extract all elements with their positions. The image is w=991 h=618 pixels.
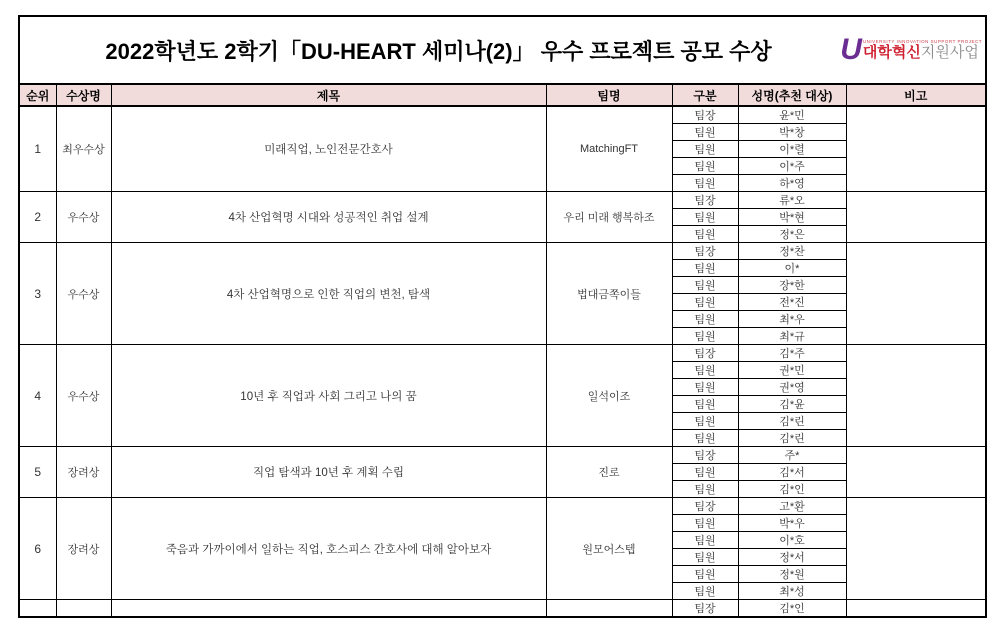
- rank-cell: 2: [19, 192, 56, 243]
- member-name-cell: 김*인: [738, 481, 846, 498]
- member-role-cell: 팀원: [672, 175, 738, 192]
- rank-cell: 5: [19, 447, 56, 498]
- member-name-cell: 류*오: [738, 192, 846, 209]
- member-name-cell: 이*호: [738, 532, 846, 549]
- logo-tagline: UNIVERSITY INNOVATION SUPPORT PROJECT: [862, 38, 983, 44]
- member-role-cell: 팀장: [672, 345, 738, 362]
- project-title-cell: [111, 600, 546, 618]
- member-name-cell: 박*현: [738, 209, 846, 226]
- team-name-cell: 법대금쪽이들: [546, 243, 672, 345]
- note-cell: [846, 192, 986, 243]
- member-name-cell: 전*진: [738, 294, 846, 311]
- member-role-cell: 팀원: [672, 294, 738, 311]
- member-name-cell: 정*원: [738, 566, 846, 583]
- team-name-cell: 원모어스텝: [546, 498, 672, 600]
- project-title-cell: 미래직업, 노인전문간호사: [111, 106, 546, 192]
- member-role-cell: 팀원: [672, 430, 738, 447]
- project-title-cell: 직업 탐색과 10년 후 계획 수립: [111, 447, 546, 498]
- member-name-cell: 정*찬: [738, 243, 846, 260]
- project-title-cell: 4차 산업혁명 시대와 성공적인 취업 설계: [111, 192, 546, 243]
- award-cell: 장려상: [56, 498, 111, 600]
- member-role-cell: 팀원: [672, 413, 738, 430]
- title-cell: [19, 16, 986, 84]
- note-cell: [846, 345, 986, 447]
- member-name-cell: 이*렬: [738, 141, 846, 158]
- member-name-cell: 권*영: [738, 379, 846, 396]
- member-name-cell: 윤*민: [738, 106, 846, 124]
- rank-cell: 4: [19, 345, 56, 447]
- note-cell: [846, 106, 986, 192]
- member-role-cell: 팀원: [672, 124, 738, 141]
- logo-u-icon: U: [840, 33, 862, 66]
- member-name-cell: 정*은: [738, 226, 846, 243]
- team-name-cell: MatchingFT: [546, 106, 672, 192]
- member-name-cell: 하*영: [738, 175, 846, 192]
- table-row: [19, 498, 986, 515]
- award-cell: 우수상: [56, 192, 111, 243]
- title-row: [19, 16, 986, 84]
- member-role-cell: 팀원: [672, 396, 738, 413]
- member-name-cell: 박*우: [738, 515, 846, 532]
- award-cell: 우수상: [56, 345, 111, 447]
- table-row: [19, 600, 986, 618]
- member-name-cell: 김*린: [738, 413, 846, 430]
- member-name-cell: 주*: [738, 447, 846, 464]
- header-role: 구분: [672, 84, 738, 106]
- page-title: 2022학년도 2학기「DU-HEART 세미나(2)」 우수 프로젝트 공모 수상: [105, 38, 772, 64]
- award-cell: 장려상: [56, 447, 111, 498]
- header-note: 비고: [846, 84, 986, 106]
- header-team: 팀명: [546, 84, 672, 106]
- member-role-cell: 팀원: [672, 328, 738, 345]
- member-role-cell: 팀장: [672, 447, 738, 464]
- table-row: [19, 243, 986, 260]
- member-name-cell: 김*인: [738, 600, 846, 618]
- member-role-cell: 팀원: [672, 311, 738, 328]
- member-name-cell: 이*: [738, 260, 846, 277]
- member-role-cell: 팀원: [672, 277, 738, 294]
- member-name-cell: 고*환: [738, 498, 846, 515]
- team-name-cell: [546, 600, 672, 618]
- project-title-cell: 10년 후 직업과 사회 그리고 나의 꿈: [111, 345, 546, 447]
- member-role-cell: 팀장: [672, 498, 738, 515]
- logo-text-primary: 대학혁신: [862, 44, 921, 62]
- award-cell: 우수상: [56, 243, 111, 345]
- member-role-cell: 팀장: [672, 106, 738, 124]
- member-role-cell: 팀원: [672, 481, 738, 498]
- member-name-cell: 이*주: [738, 158, 846, 175]
- team-name-cell: 일석이조: [546, 345, 672, 447]
- member-role-cell: 팀원: [672, 379, 738, 396]
- table-row: [19, 192, 986, 209]
- member-role-cell: 팀원: [672, 566, 738, 583]
- team-name-cell: 진로: [546, 447, 672, 498]
- table-header-row: [19, 84, 986, 106]
- award-table: [18, 15, 987, 618]
- member-role-cell: 팀원: [672, 549, 738, 566]
- table-row: [19, 447, 986, 464]
- header-award: 수상명: [56, 84, 111, 106]
- university-innovation-logo: [840, 35, 982, 65]
- member-role-cell: 팀장: [672, 600, 738, 618]
- member-role-cell: 팀원: [672, 464, 738, 481]
- member-role-cell: 팀원: [672, 515, 738, 532]
- table-row: [19, 345, 986, 362]
- table-row: [19, 106, 986, 124]
- header-name: 성명(추천 대상): [738, 84, 846, 106]
- member-role-cell: 팀장: [672, 243, 738, 260]
- member-name-cell: 김*서: [738, 464, 846, 481]
- member-name-cell: 김*주: [738, 345, 846, 362]
- member-name-cell: 김*윤: [738, 396, 846, 413]
- project-title-cell: 죽음과 가까이에서 일하는 직업, 호스피스 간호사에 대해 알아보자: [111, 498, 546, 600]
- rank-cell: 3: [19, 243, 56, 345]
- member-role-cell: 팀원: [672, 226, 738, 243]
- member-role-cell: 팀원: [672, 209, 738, 226]
- member-name-cell: 정*서: [738, 549, 846, 566]
- award-cell: [56, 600, 111, 618]
- member-role-cell: 팀원: [672, 260, 738, 277]
- team-name-cell: 우리 미래 행복하조: [546, 192, 672, 243]
- member-role-cell: 팀원: [672, 532, 738, 549]
- rank-cell: 6: [19, 498, 56, 600]
- member-name-cell: 김*린: [738, 430, 846, 447]
- member-role-cell: 팀원: [672, 583, 738, 600]
- member-role-cell: 팀장: [672, 192, 738, 209]
- award-cell: 최우수상: [56, 106, 111, 192]
- member-name-cell: 장*한: [738, 277, 846, 294]
- member-name-cell: 최*성: [738, 583, 846, 600]
- note-cell: [846, 243, 986, 345]
- note-cell: [846, 447, 986, 498]
- member-role-cell: 팀원: [672, 158, 738, 175]
- member-name-cell: 최*규: [738, 328, 846, 345]
- note-cell: [846, 498, 986, 600]
- document-page: [18, 15, 985, 618]
- rank-cell: 1: [19, 106, 56, 192]
- note-cell: [846, 600, 986, 618]
- member-role-cell: 팀원: [672, 362, 738, 379]
- header-rank: 순위: [19, 84, 56, 106]
- logo-text-secondary: 지원사업: [920, 44, 979, 62]
- member-role-cell: 팀원: [672, 141, 738, 158]
- member-name-cell: 권*민: [738, 362, 846, 379]
- member-name-cell: 최*우: [738, 311, 846, 328]
- header-title: 제목: [111, 84, 546, 106]
- rank-cell: [19, 600, 56, 618]
- project-title-cell: 4차 산업혁명으로 인한 직업의 변천, 탐색: [111, 243, 546, 345]
- member-name-cell: 박*창: [738, 124, 846, 141]
